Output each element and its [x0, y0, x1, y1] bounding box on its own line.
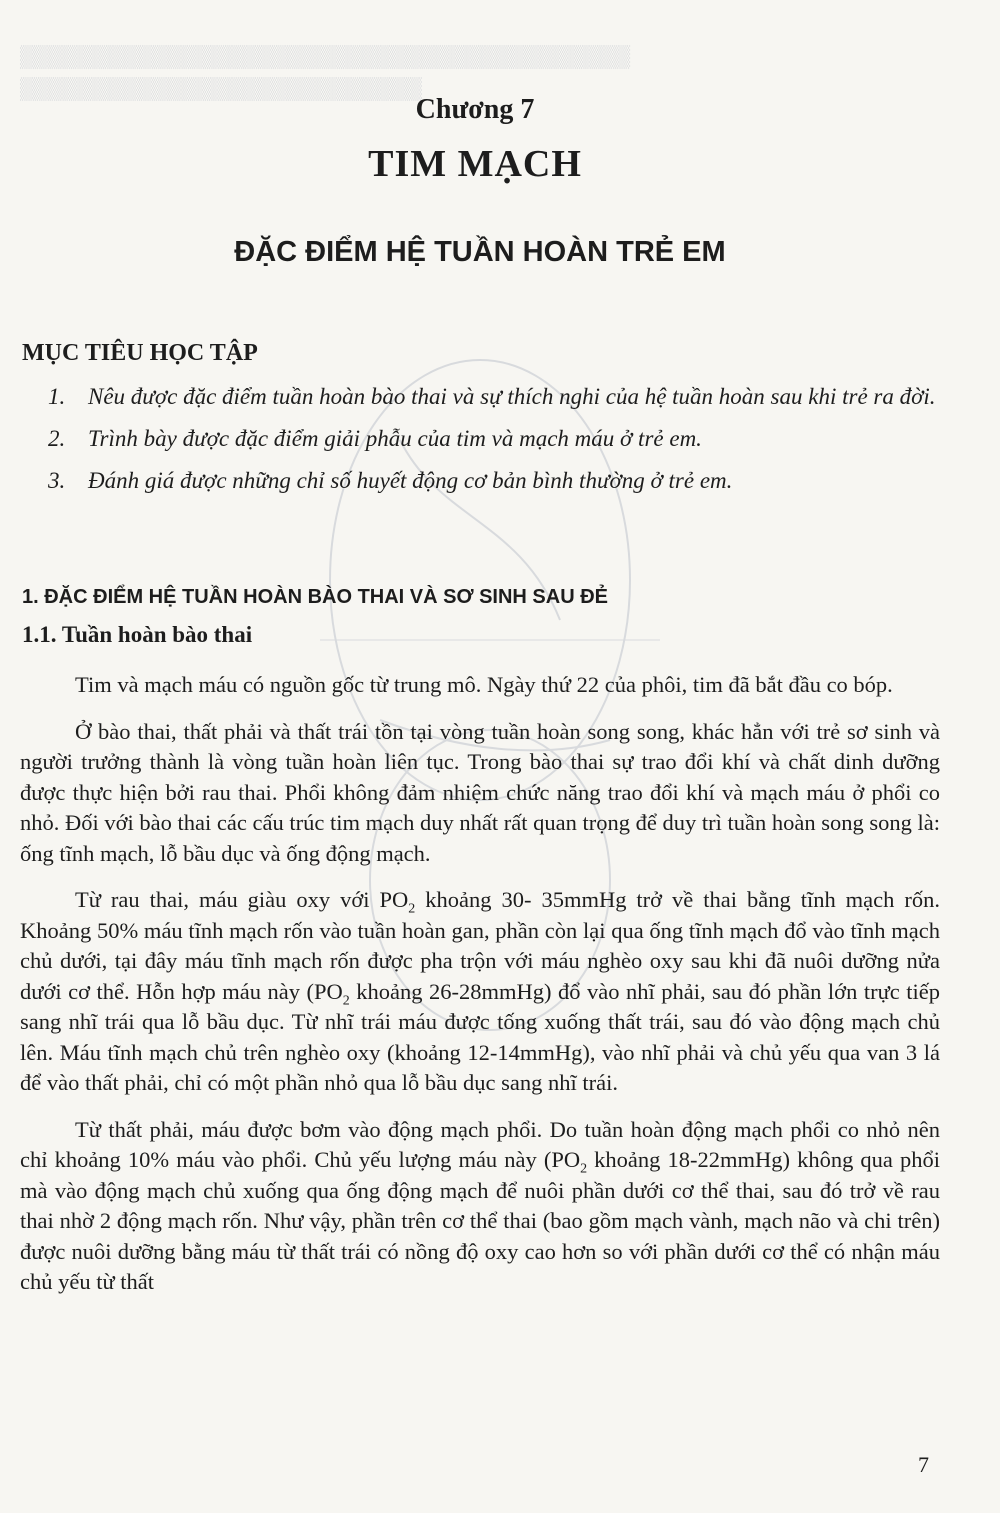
paragraph: Tim và mạch máu có nguồn gốc từ trung mô. Ngày thứ 22 của phôi, tim đã bắt đầu co bóp.: [75, 672, 893, 697]
objective-item: [48, 382, 948, 412]
paragraph-text: khoảng 18-22mmHg) không qua phổi mà vào động mạch chủ xuống qua ống động mạch để nuôi phần dưới cơ thể thai, sau đó trở về rau thai nhờ 2 động mạch rốn. Như vậy, phần trên cơ thể thai (bao gồm mạch vành, mạch não và chi trên) được nuôi dưỡng bằng máu từ thất trái có nồng độ oxy cao hơn so với phần dưới cơ thể có nhận máu chủ yếu từ thất: [20, 1147, 940, 1294]
section-heading: 1. ĐẶC ĐIỂM HỆ TUẦN HOÀN BÀO THAI VÀ SƠ SINH SAU ĐẺ: [22, 586, 608, 608]
lesson-title: ĐẶC ĐIỂM HỆ TUẦN HOÀN TRẺ EM: [234, 236, 726, 268]
objective-number: 1.: [48, 384, 66, 409]
objectives-list: [48, 382, 948, 508]
objective-item: [48, 424, 948, 454]
objective-text: Đánh giá được những chỉ số huyết động cơ bản bình thường ở trẻ em.: [88, 468, 733, 493]
objective-number: 2.: [48, 426, 66, 451]
bleed-through-text-top: ▒▒▒▒▒▒▒▒▒▒▒▒▒▒▒▒▒▒▒▒▒▒▒▒▒▒▒▒▒▒▒▒▒▒▒▒▒▒▒▒▒ ▒▒▒▒▒▒▒▒▒▒▒▒▒▒▒▒▒▒▒▒▒▒▒▒▒▒▒: [20, 44, 631, 100]
subscript: 2: [580, 1161, 588, 1177]
chapter-number: Chương 7: [415, 94, 535, 125]
page-number: 7: [918, 1452, 929, 1477]
subscript: 2: [342, 993, 350, 1008]
objectives-heading: MỤC TIÊU HỌC TẬP: [22, 340, 258, 366]
paragraph-text: khoảng 30- 35mmHg trở về thai bằng tĩnh mạch rốn. Khoảng 50% máu tĩnh mạch rốn vào tuần hoàn gan, phần còn lại qua ống tĩnh mạch đổ vào tĩnh mạch chủ dưới, tại đây máu tĩnh mạch rốn được pha trộn với máu nghèo oxy sau khi đã nuôi dưỡng nửa dưới cơ thể. Hỗn hợp máu này (PO: [20, 887, 940, 1004]
objective-text: Trình bày được đặc điểm giải phẫu của tim và mạch máu ở trẻ em.: [88, 426, 702, 451]
objective-text: Nêu được đặc điểm tuần hoàn bào thai và sự thích nghi của hệ tuần hoàn sau khi trẻ ra đời.: [88, 384, 936, 409]
objective-number: 3.: [48, 468, 66, 493]
subsection-heading: 1.1. Tuần hoàn bào thai: [22, 622, 253, 647]
paragraph: Ở bào thai, thất phải và thất trái tồn tại vòng tuần hoàn song song, khác hẳn với trẻ sơ sinh và người trưởng thành là vòng tuần hoàn liên tục. Trong bào thai sự trao đổi khí và chất dinh dưỡng được thực hiện bởi rau thai. Phổi không đảm nhiệm chức năng trao đổi khí và mạch máu ở phổi co nhỏ. Đối với bào thai các cấu trúc tim mạch duy nhất rất quan trọng để duy trì tuần hoàn song song là: ống tĩnh mạch, lỗ bầu dục và ống động mạch.: [20, 718, 940, 866]
body-text: [20, 670, 940, 1314]
subscript: 2: [408, 901, 416, 917]
paragraph-text: Từ rau thai, máu giàu oxy với PO: [75, 887, 409, 912]
chapter-title: TIM MẠCH: [368, 143, 582, 185]
paragraph-text: Từ thất phải, máu được bơm vào động mạch phổi. Do tuần hoàn động mạch phổi co nhỏ nên chỉ khoảng 10% máu vào phổi. Chủ yếu lượng máu này (PO: [20, 1116, 940, 1172]
paragraph-text: khoảng 26-28mmHg) đổ vào nhĩ phải, sau đó phần lớn trực tiếp sang nhĩ trái qua lỗ bầu dục. Từ nhĩ trái máu được tống xuống thất trái, sau đó vào động mạch chủ lên. Máu tĩnh mạch chủ trên nghèo oxy (khoảng 12-14mmHg), vào nhĩ phải và chủ yếu qua van 3 lá để vào thất phải, chỉ có một phần nhỏ qua lỗ bầu dục sang nhĩ trái.: [20, 978, 940, 1095]
objective-item: [48, 466, 948, 496]
paragraph: [20, 885, 940, 1099]
paragraph: [20, 1115, 940, 1298]
